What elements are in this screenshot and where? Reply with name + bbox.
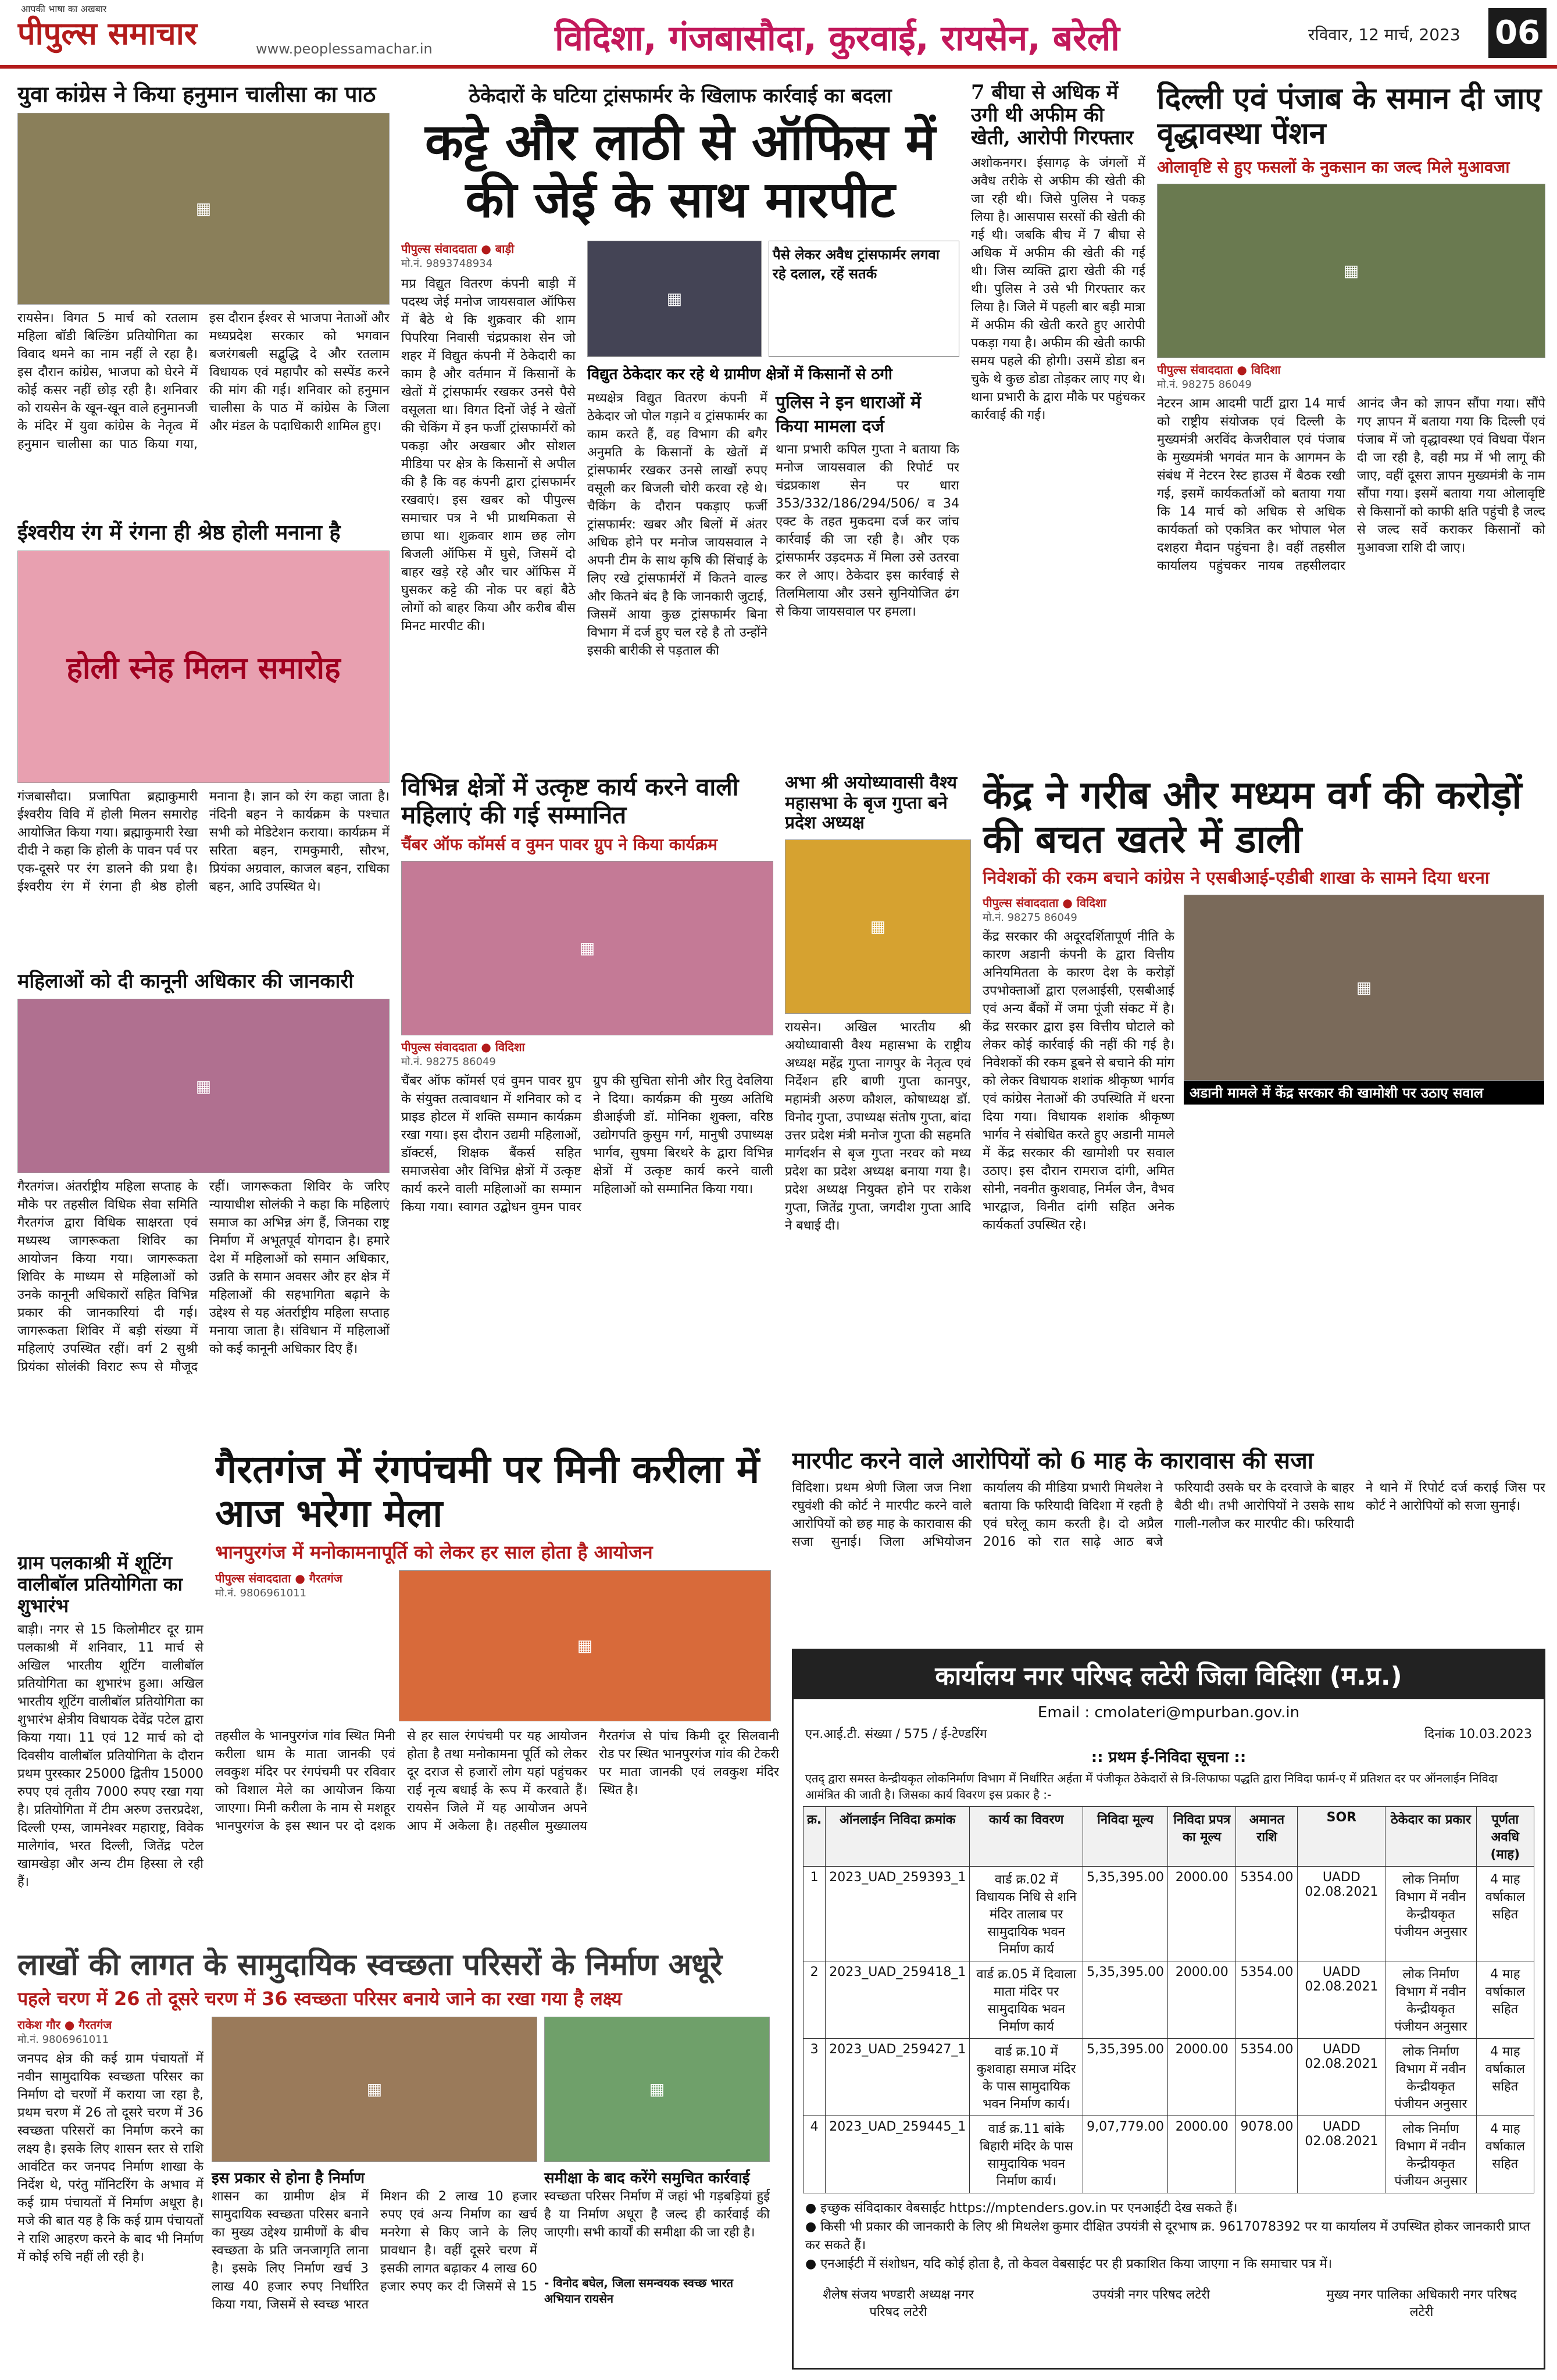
logo-tagline: आपकी भाषा का अखबार	[21, 3, 107, 15]
tender-cell: UADD 02.08.2021	[1298, 2116, 1385, 2193]
mela-mobile: मो.नं. 9806961011	[215, 1586, 307, 1599]
story-women-honour: चैंबर ऑफ कॉमर्स एवं वुमन पावर ग्रुप के संयुक्त तत्वावधान में शनिवार को द प्राइड होटल में शक्ति सम्मान कार्यक्रम रखा गया। इस दौरान उद्यमी महिलाओं, डॉक्टर्स, शिक्षक बैंकर्स सहित समाजसेवा और विभिन्न क्षेत्रों में उत्कृष्ट कार्य करने वाली महिलाओं का सम्मान किया गया। स्वागत उद्बोधन वुमन पावर ग्रुप की सुचिता सोनी और रितु देवलिया ने दिया। कार्यक्रम की मुख्य अतिथि डीआईजी डॉ. मोनिका शुक्ला, वरिष्ठ उद्योगपति कुसुम गर्ग, मानुषी उपाध्यक्ष भार्गव, सुषमा बिरथरे के द्वारा विभिन्न क्षेत्रों में उत्कृष्ट कार्य करने वाली महिलाओं को सम्मानित किया गया।	[401, 1073, 773, 1214]
tender-cell: 2000.00	[1168, 2039, 1236, 2116]
tender-cell: 3	[804, 2039, 826, 2116]
signatory-cmo: मुख्य नगर पालिका अधिकारी नगर परिषद लटेरी	[1326, 2288, 1517, 2320]
photo-legal-awareness: ▦	[17, 999, 390, 1173]
tender-email: Email : cmolateri@mpurban.gov.in	[1037, 1704, 1300, 1721]
sanitation-mobile: मो.नं. 9806961011	[17, 2033, 109, 2046]
lead-headline: कट्टे और लाठी से ऑफिस में की जेई के साथ मारपीट	[424, 113, 936, 229]
lead-byline: पीपुल्स संवाददाता ● बाड़ी	[401, 241, 515, 256]
women-mobile: मो.नं. 98275 86049	[401, 1055, 496, 1068]
tender-cell: 9,07,779.00	[1083, 2116, 1168, 2193]
box-police-case: पुलिस ने इन धाराओं में किया मामला दर्ज	[776, 392, 922, 437]
headline-holi-milan: ईश्वरीय रंग में रंगना ही श्रेष्ठ होली मनाना है	[17, 520, 341, 545]
tender-cell: लोक निर्माण विभाग में नवीन केन्द्रीयकृत पंजीयन अनुसार	[1385, 1867, 1476, 1961]
newspaper-logo: पीपुल्स समाचार	[17, 15, 197, 52]
tender-note: ● एनआईटी में संशोधन, यदि कोई होता है, तो केवल वेबसाईट पर ही प्रकाशित किया जाएगा न कि समाचार पत्र में।	[805, 2257, 1333, 2271]
tender-date: दिनांक 10.03.2023	[1424, 1727, 1532, 1742]
subhead-mela: भानपुरगंज में मनोकामनापूर्ति को लेकर हर साल होता है आयोजन	[215, 1541, 653, 1563]
story-police-case: थाना प्रभारी कपिल गुप्ता ने बताया कि मनोज जायसवाल की रिपोर्ट पर चंद्रप्रकाश सेन पर धारा 353/332/186/294/506/ व 34 एक्ट के तहत मुकदमा दर्ज कर जांच कार्रवाई की जा रही है। और एक ट्रांसफार्मर उड़दमऊ में मिला उसे उतरवा कर ले आए। ठेकेदार इस कार्रवाई से तिलमिलाया और उसने सुनियोजित ढंग से किया जायसवाल पर हमला।	[776, 442, 959, 619]
tender-header-cell: ऑनलाईन निविदा क्रमांक	[826, 1807, 970, 1867]
tender-cell: वार्ड क्र.05 में दिवाला माता मंदिर पर सामुदायिक भवन निर्माण कार्य	[970, 1961, 1083, 2039]
tender-cell: 4 माह वर्षाकाल सहित	[1476, 2116, 1534, 2193]
column-left	[17, 81, 390, 1546]
tender-row	[804, 1961, 1534, 2039]
tender-title: कार्यालय नगर परिषद लटेरी जिला विदिशा (म.प्र.)	[794, 1650, 1544, 1699]
official-signature: - विनोद बघेल, जिला समन्वयक स्वच्छ भारत अभियान रायसेन	[544, 2275, 734, 2306]
tender-subtitle: :: प्रथम ई-निविदा सूचना ::	[1091, 1749, 1247, 1766]
tender-cell: 4 माह वर्षाकाल सहित	[1476, 1961, 1534, 2039]
tender-note: ● इच्छुक संविदाकार वेबसाईट https://mptenders.gov.in पर एनआईटी देख सकते हैं।	[805, 2201, 1238, 2215]
tender-cell: 1	[804, 1867, 826, 1961]
pension-story	[1157, 81, 1545, 767]
headline-vaishya: अभा श्री अयोध्यावासी वैश्य महासभा के बृज गुप्ता बने प्रदेश अध्यक्ष	[785, 773, 957, 833]
website-url: www.peoplessamachar.in	[256, 41, 433, 57]
photo-brij-gupta: ▦	[785, 839, 971, 1014]
page-number: 06	[1488, 8, 1547, 58]
lead-story	[401, 81, 959, 767]
tender-notice	[792, 1649, 1545, 2370]
headline-pension: दिल्ली एवं पंजाब के समान दी जाए वृद्धावस्था पेंशन	[1157, 81, 1542, 151]
women-byline: पीपुल्स संवाददाता ● विदिशा	[401, 1039, 525, 1054]
photo-injured-je: ▦	[587, 241, 762, 357]
sanitation-byline: राकेश गौर ● गैरतगंज	[17, 2017, 112, 2032]
masthead	[0, 0, 1557, 69]
tender-row	[804, 2039, 1534, 2116]
tender-cell: 5354.00	[1236, 1867, 1298, 1961]
tender-cell: UADD 02.08.2021	[1298, 1867, 1385, 1961]
subhead-women-honour: चैंबर ऑफ कॉमर्स व वुमन पावर ग्रुप ने किया कार्यक्रम	[401, 834, 717, 854]
tender-cell: UADD 02.08.2021	[1298, 2039, 1385, 2116]
women-honour-story	[401, 773, 773, 1436]
vaishya-story	[785, 773, 971, 1436]
story-pension: नेटरन आम आदमी पार्टी द्वारा 14 मार्च को राष्ट्रीय संयोजक एवं दिल्ली के मुख्यमंत्री अरविंद केजरीवाल एवं पंजाब के मुख्यमंत्री भगवंत मान के आगमन के संबंध में नेटरन रेस्ट हाउस में बैठक रखी गई, इसमें कार्यकर्ताओं को बताया गया कि 14 मार्च को अधिक से अधिक कार्यकर्ता को एकत्रित कर भोपाल भेल दशहरा मैदान पहुंचना है। वहीं तहसील कार्यालय पहुंचकर नायब तहसीलदार आनंद जैन को ज्ञापन सौंपा गया। सौंपे गए ज्ञापन में बताया गया कि दिल्ली एवं पंजाब में जो वृद्धावस्था एवं विधवा पेंशन दी जा रही है, वही मप्र में भी लागू की जाए, वहीं दूसरा ज्ञापन मुख्यमंत्री के नाम सौंपा गया। इसमें बताया गया ओलावृष्टि से किसानों को काफी क्षति पहुंची है जल्द से जल्द सर्वे कराकर किसानों को मुआवजा राशि दी जाए।	[1157, 396, 1545, 573]
adani-mobile: मो.नं. 98275 86049	[983, 911, 1077, 924]
headline-adani: केंद्र ने गरीब और मध्यम वर्ग की करोड़ों की बचत खतरे में डाली	[983, 773, 1522, 862]
sanitation-story	[17, 1947, 779, 2366]
story-hanuman-chalisa: रायसेन। विगत 5 मार्च को रतलाम महिला बॉडी बिल्डिंग प्रतियोगिता का विवाद थमने का नाम नहीं ले रहा है। इस दौरान कांग्रेस, भाजपा को घेरने में कोई कसर नहीं छोड़ रही है। शनिवार को रायसेन के खून-खून वाले हनुमानजी के मंदिर में युवा कांग्रेस के नेतृत्व में हनुमान चालीसा का पाठ किया गया, इस दौरान ईश्वर से भाजपा नेताओं और मध्यप्रदेश सरकार को भगवान बजरंगबली सद्बुद्धि दे और रतलाम विधायक एवं महापौर को सस्पेंड करने की मांग की गई। शनिवार को हनुमान चालीसा के पाठ में कांग्रेस के जिला और मंडल के पदाधिकारी शामिल हुए।	[17, 310, 390, 452]
photo-congress-protest: ▦	[1184, 895, 1544, 1081]
headline-opium: 7 बीघा से अधिक में उगी थी अफीम की खेती, आरोपी गिरफ्तार	[971, 81, 1134, 150]
photo-women-honour: ▦	[401, 861, 773, 1035]
lead-mobile: मो.नं. 9893748934	[401, 257, 493, 270]
tender-row	[804, 2116, 1534, 2193]
photo-hanuman-chalisa: ▦	[17, 113, 390, 305]
edition-region: विदिशा, गंजबासौदा, कुरवाई, रायसेन, बरेली	[555, 18, 1120, 59]
tender-cell: 4 माह वर्षाकाल सहित	[1476, 2039, 1534, 2116]
story-construction-plan: शासन का ग्रामीण क्षेत्र में सामुदायिक स्वच्छता परिसर बनाने का मुख्य उद्देश्य ग्रामीणों के बीच स्वच्छता के प्रति जनजागृति लाना है। इसके लिए निर्माण खर्च 3 लाख 40 हजार रुपए निर्धारित किया गया, जिसमें से स्वच्छ भारत मिशन की 2 लाख 10 हजार रुपए एवं अन्य निर्माण का खर्च मनरेगा से किए जाने के लिए प्रावधान है। वहीं दूसरे चरण में इसकी लागत बढ़ाकर 4 लाख 60 हजार रुपए कर दी जिसमें से 15	[212, 2189, 537, 2312]
tender-cell: वार्ड क्र.02 में विधायक निधि से शनि मंदिर तालाब पर सामुदायिक भवन निर्माण कार्य	[970, 1867, 1083, 1961]
story-opium: अशोकनगर। ईसागढ़ के जंगलों में अवैध तरीके से अफीम की खेती की जा रही थी। जिसे पुलिस ने पकड़ लिया है। आसपास सरसों की खेती की गई थी। जबकि बीच में 7 बीघा से अधिक में अफीम की खेती की गई थी। जिस व्यक्ति द्वारा खेती की गई थी। पुलिस ने उसे भी गिरफ्तार कर लिया है। जिले में पहली बार बड़ी मात्रा में अफीम की खेती करते हुए आरोपी पकड़ा गया है। अफीम की खेती काफी समय पहले की होगी। उसमें डोडा बन चुके थे कुछ डोडा तोड़कर लाए गए थे। थाना प्रभारी के द्वारा मौके पर पहुंचकर कार्रवाई की गई।	[971, 156, 1145, 423]
tender-cell: 2023_UAD_259418_1	[826, 1961, 970, 2039]
story-adani: केंद्र सरकार की अदूरदर्शितापूर्ण नीति के कारण अडानी कंपनी के द्वारा वित्तीय अनियमितता के कारण देश के करोड़ों उपभोक्ताओं द्वारा एलआईसी, एसबीआई एवं अन्य बैंकों में जमा पूंजी संकट में है। केंद्र सरकार द्वारा इस वित्तीय घोटाले को लेकर कोई कार्रवाई की नहीं की गई है। निवेशकों की रकम डूबने से बचाने की मांग को लेकर विधायक शशांक श्रीकृष्ण भार्गव एवं कांग्रेस नेताओं की उपस्थिति में धरना दिया गया। विधायक शशांक श्रीकृष्ण भार्गव ने संबोधित करते हुए अडानी मामले में केंद्र सरकार की खामोशी पर सवाल उठाए। इस दौरान रामराज दांगी, अमित सोनी, नवनीत कुशवाह, निर्मल जैन, वैभव भारद्वाज, विनीत दांगी सहित अनेक कार्यकर्ता उपस्थित रहे।	[983, 929, 1174, 1232]
tender-cell: 4	[804, 2116, 826, 2193]
assault-sentence-story	[792, 1448, 1545, 1639]
story-mela: तहसील के भानपुरगंज गांव स्थित मिनी करीला धाम के माता जानकी एवं लवकुश मंदिर पर रंगपंचमी पर रविवार को विशाल मेले का आयोजन किया जाएगा। मिनी करीला के नाम से मशहूर भानपुरगंज के इस स्थान पर दो दशक से हर साल रंगपंचमी पर यह आयोजन होता है तथा मनोकामना पूर्ति को लेकर दूर दराज से हजारों लोग यहां पहुंचकर राई नृत्य बधाई के रूप में करवाते हैं। रायसेन जिले में यह आयोजन अपने आप में अकेला है। तहसील मुख्यालय गैरतगंज से पांच किमी दूर सिलवानी रोड पर स्थित भानपुरगंज गांव की टेकरी पर माता जानकी एवं लवकुश मंदिर स्थित है।	[215, 1728, 779, 1834]
subhead-sanitation: पहले चरण में 26 तो दूसरे चरण में 36 स्वच्छता परिसर बनाये जाने का रखा गया है लक्ष्य	[17, 1987, 622, 2010]
tender-header-cell: निविदा प्रपत्र का मूल्य	[1168, 1807, 1236, 1867]
tender-cell: वार्ड क्र.10 में कुशवाहा समाज मंदिर के पास सामुदायिक भवन निर्माण कार्य।	[970, 2039, 1083, 2116]
tender-cell: वार्ड क्र.11 बांके बिहारी मंदिर के पास सामुदायिक भवन निर्माण कार्य।	[970, 2116, 1083, 2193]
headline-hanuman-chalisa: युवा कांग्रेस ने किया हनुमान चालीसा का पाठ	[17, 81, 376, 107]
mela-byline: पीपुल्स संवाददाता ● गैरतगंज	[215, 1571, 342, 1585]
issue-date: रविवार, 12 मार्च, 2023	[1308, 25, 1460, 44]
tender-cell: 5,35,395.00	[1083, 1961, 1168, 2039]
adani-byline: पीपुल्स संवाददाता ● विदिशा	[983, 895, 1106, 910]
headline-assault-sentence: मारपीट करने वाले आरोपियों को 6 माह के कारावास की सजा	[792, 1448, 1314, 1474]
tender-cell: 5354.00	[1236, 1961, 1298, 2039]
tender-header-cell: ठेकेदार का प्रकार	[1385, 1807, 1476, 1867]
box-contractor-fraud: विद्युत ठेकेदार कर रहे थे ग्रामीण क्षेत्रों में किसानों से ठगी	[587, 365, 892, 383]
tender-cell: 2023_UAD_259393_1	[826, 1867, 970, 1961]
photo-sanitation-complex: ▦	[544, 2017, 770, 2162]
tender-cell: 2000.00	[1168, 2116, 1236, 2193]
photo-holi-milan: होली स्नेह मिलन समारोह	[17, 551, 390, 783]
tender-cell: 2000.00	[1168, 1867, 1236, 1961]
tender-cell: UADD 02.08.2021	[1298, 1961, 1385, 2039]
story-legal-awareness: गैरतगंज। अंतर्राष्ट्रीय महिला सप्ताह के मौके पर तहसील विधिक सेवा समिति गैरतगंज द्वारा विधिक साक्षरता एवं मध्यस्थ जागरूकता शिविर का आयोजन किया गया। जागरूकता शिविर के माध्यम से महिलाओं को उनके कानूनी अधिकारों सहित विभिन्न प्रकार की जानकारियां दी गई। जागरूकता शिविर में बड़ी संख्या में महिलाएं उपस्थित रहीं। वर्ग 2 सुश्री प्रियंका सोलंकी विराट रूप से मौजूद रहीं। जागरूकता शिविर के जरिए न्यायाधीश सोलंकी ने कहा कि महिलाएं समाज का अभिन्न अंग हैं, जिनका राष्ट्र निर्माण में अभूतपूर्व योगदान है। हमारे देश में महिलाओं को समान अधिकार, उन्नति के समान अवसर और हर क्षेत्र में महिलाओं की सहभागिता बढ़ाने के उद्देश्य से यह अंतर्राष्ट्रीय महिला सप्ताह मनाया जाता है। संविधान में महिलाओं को कई कानूनी अधिकार दिए हैं।	[17, 1180, 390, 1375]
tender-header-cell: अमानत राशि	[1236, 1807, 1298, 1867]
tender-cell: 4 माह वर्षाकाल सहित	[1476, 1867, 1534, 1961]
tender-ref: एन.आई.टी. संख्या / 575 / ई-टेण्डरिंग	[805, 1727, 987, 1742]
headline-sanitation: लाखों की लागत के सामुदायिक स्वच्छता परिसरों के निर्माण अधूरे	[17, 1947, 723, 1982]
tender-table	[803, 1806, 1534, 2193]
tender-header-cell: पूर्णता अवधि (माह)	[1476, 1807, 1534, 1867]
pension-mobile: मो.नं. 98275 86049	[1157, 378, 1252, 391]
signatory-president: शैलेष संजय भण्डारी अध्यक्ष नगर परिषद लटेरी	[823, 2288, 974, 2320]
volleyball-story	[17, 1552, 203, 1936]
tender-cell: 2023_UAD_259427_1	[826, 2039, 970, 2116]
tender-header-cell: निविदा मूल्य	[1083, 1807, 1168, 1867]
story-vaishya: रायसेन। अखिल भारतीय श्री अयोध्यावासी वैश्य महासभा के राष्ट्रीय अध्यक्ष महेंद्र गुप्ता नागपुर के नेतृत्व एवं निर्देशन हरि बाणी गुप्ता कानपुर, महामंत्री अरुण कौशल, कोषाध्यक्ष डॉ. विनोद गुप्ता, उपाध्यक्ष संतोष गुप्ता, बांदा उत्तर प्रदेश मंत्री मनोज गुप्ता की सहमति मार्गदर्शन से बृज गुप्ता नरवर को मध्य प्रदेश का प्रदेश अध्यक्ष बनाया गया है। प्रदेश अध्यक्ष नियुक्त होने पर राकेश गुप्ता, जितेंद्र गुप्ता, जगदीश गुप्ता आदि ने बधाई दी।	[785, 1020, 971, 1233]
box-review-action: समीक्षा के बाद करेंगे समुचित कार्रवाई	[544, 2169, 750, 2187]
subhead-pension: ओलावृष्टि से हुए फसलों के नुकसान का जल्द मिले मुआवजा	[1157, 157, 1510, 177]
tender-cell: 9078.00	[1236, 2116, 1298, 2193]
tender-header-cell: कार्य का विवरण	[970, 1807, 1083, 1867]
mela-story	[215, 1448, 779, 1936]
signatory-engineer: उपयंत्री नगर परिषद लटेरी	[1092, 2288, 1210, 2302]
lead-kicker: ठेकेदारों के घटिया ट्रांसफार्मर के खिलाफ कार्रवाई का बदला	[469, 84, 892, 108]
headline-legal-awareness: महिलाओं को दी कानूनी अधिकार की जानकारी	[17, 970, 354, 994]
headline-women-honour: विभिन्न क्षेत्रों में उत्कृष्ट कार्य करने वाली महिलाएं की गई सम्मानित	[401, 773, 739, 830]
tender-intro: एतद् द्वारा समस्त केन्द्रीयकृत लोकनिर्माण विभाग में निर्धारित अर्हता में पंजीकृत ठेकेदारों से त्रि-लिफाफा पद्धति द्वारा निविदा फार्म-ए में प्रतिशत दर पर ऑनलाईन निविदा आमंत्रित की जाती है। जिसका कार्य विवरण इस प्रकार है :-	[805, 1771, 1498, 1802]
story-sanitation: जनपद क्षेत्र की कई ग्राम पंचायतों में नवीन सामुदायिक स्वच्छता परिसर का निर्माण दो चरणों में कराया जा रहा है, प्रथम चरण में 26 तो दूसरे चरण में 36 स्वच्छता परिसरों का निर्माण करने का लक्ष्य है। इसके लिए शासन स्तर से राशि आवंटित कर जनपद निर्माण शाखा के निर्देश थे, परंतु मॉनिटरिंग के अभाव में कई ग्राम पंचायतों में निर्माण अधूरा है। मजे की बात यह है कि कई ग्राम पंचायतों ने राशि आहरण करने के बाद भी निर्माण में कोई रुचि नहीं ली रही है।	[17, 2051, 203, 2264]
box-construction-plan: इस प्रकार से होना है निर्माण	[212, 2169, 365, 2187]
tender-cell: 2	[804, 1961, 826, 2039]
tender-header-cell: SOR	[1298, 1807, 1385, 1867]
tender-cell: लोक निर्माण विभाग में नवीन केन्द्रीयकृत पंजीयन अनुसार	[1385, 1961, 1476, 2039]
tender-notes	[794, 2193, 1544, 2279]
tender-cell: 5,35,395.00	[1083, 1867, 1168, 1961]
story-contractor-fraud: मध्यक्षेत्र विद्युत वितरण कंपनी में ठेकेदार जो पोल गड़ाने व ट्रांसफार्मर का काम करते हैं, वह विभाग की बगैर अनुमति के किसानों के खेतों में ट्रांसफार्मर रखकर उनसे लाखों रुपए वसूली कर बिजली चोरी करवा रहे थे। चैकिंग के दौरान पकड़ाए फर्जी ट्रांसफार्मर: खबर और बिलों में अंतर अधिक होने पर मनोज जायसवाल ने अपनी टीम के साथ कृषि की सिंचाई के लिए रखे ट्रांसफार्मरों में कितने वाल्ड और कितने बंद है कि जानकारी जुटाई, जिसमें आया कुछ ट्रांसफार्मर बिना विभाग में दर्ज हुए चल रहे है तो उन्होंने इसकी बारीकी से पड़ताल की	[587, 391, 767, 658]
tender-cell: 5,35,395.00	[1083, 2039, 1168, 2116]
caption-adani: अडानी मामले में केंद्र सरकार की खामोशी पर उठाए सवाल	[1184, 1081, 1544, 1105]
story-volleyball: बाड़ी। नगर से 15 किलोमीटर दूर ग्राम पलकाश्री में शनिवार, 11 मार्च से अखिल भारतीय शूटिंग वालीबॉल प्रतियोगिता का शुभारंभ हुआ। अखिल भारतीय शूटिंग वालीबॉल प्रतियोगिता का शुभारंभ क्षेत्रीय विधायक देवेंद्र पटेल द्वारा किया गया। 11 एवं 12 मार्च को दो दिवसीय वालीबॉल प्रतियोगिता के दौरान प्रथम पुरस्कार 25000 द्वितीय 15000 रुपए एवं तृतीय 7000 रुपए रखा गया है। प्रतियोगिता में टीम अरुण उत्तरप्रदेश, दिल्ली एम्स, जामनेश्वर महाराष्ट्र, विवेक मालेगांव, भरत दिल्ली, जितेंद्र पटेल खामखेड़ा और अन्य टीम हिस्सा ले रही हैं।	[17, 1623, 203, 1890]
story-review-action: स्वच्छता परिसर निर्माण में जहां भी गड़बड़ियां हुई है या निर्माण अधूरा है जल्द ही कार्रवाई की जाएगी। सभी कार्यों की समीक्षा की जा रही है।	[544, 2189, 770, 2240]
tender-cell: लोक निर्माण विभाग में नवीन केन्द्रीयकृत पंजीयन अनुसार	[1385, 2116, 1476, 2193]
clipping-transformer: पैसे लेकर अवैध ट्रांसफार्मर लगवा रहे दलाल, रहें सतर्क	[769, 241, 959, 357]
tender-note: ● किसी भी प्रकार की जानकारी के लिए श्री मिथलेश कुमार दीक्षित उपयंत्री से दूरभाष क्र. 9617078392 पर या कार्यालय में उपस्थित होकर जानकारी प्राप्त कर सकते हैं।	[805, 2220, 1531, 2253]
subhead-adani: निवेशकों की रकम बचाने कांग्रेस ने एसबीआई-एडीबी शाखा के सामने दिया धरना	[983, 867, 1490, 888]
photo-pension-memorandum: ▦	[1157, 184, 1545, 358]
pension-byline: पीपुल्स संवाददाता ● विदिशा	[1157, 362, 1281, 377]
tender-cell: 5354.00	[1236, 2039, 1298, 2116]
lead-story-text: मप्र विद्युत वितरण कंपनी बाड़ी में पदस्थ जेई मनोज जायसवाल ऑफिस में बैठे थे कि शुक्रवार की शाम पिपरिया निवासी चंद्रप्रकाश सेन जो शहर में विद्युत कंपनी में ठेकेदारी का काम है और वर्तमान में किसानों के खेतों में ट्रांसफार्मर रखकर उनसे पैसे वसूलता था। विगत दिनों जेई ने खेतों की चेकिंग में इन फर्जी ट्रांसफार्मरों को पकड़ा और अखबार और सोशल मीडिया पर क्षेत्र के किसानों से अपील की है कि वह कंपनी द्वारा ट्रांसफार्मर रखवाएं। इस खबर को पीपुल्स समाचार पत्र ने भी प्राथमिकता से छापा था। शुक्रवार शाम छह लोग बिजली ऑफिस में घुसे, जिसमें दो बाहर खड़े रहे और चार ऑफिस में घुसकर कट्टे की नोक पर बहां बैठे लोगों को बाहर किया और करीब बीस मिनट मारपीट की।	[401, 276, 576, 634]
story-holi-milan: गंजबासौदा। प्रजापिता ब्रह्माकुमारी ईश्वरीय विवि में होली मिलन समारोह आयोजित किया गया। ब्रह्माकुमारी रेखा दीदी ने कहा कि होली के पावन पर्व पर एक-दूसरे पर रंग डालने की प्रथा है। ईश्वरीय रंग में रंगना ही श्रेष्ठ होली मनाना है। ज्ञान को रंग कहा जाता है। नंदिनी बहन ने कार्यक्रम के पश्चात सभी को मेडिटेशन कराया। कार्यक्रम में सरिता बहन, रामकुमारी, सौरभ, प्रियंका अग्रवाल, काजल बहन, राधिका बहन, आदि उपस्थित थे।	[17, 789, 390, 895]
tender-cell: 2000.00	[1168, 1961, 1236, 2039]
tender-header-cell: क्र.	[804, 1807, 826, 1867]
tender-cell: लोक निर्माण विभाग में नवीन केन्द्रीयकृत पंजीयन अनुसार	[1385, 2039, 1476, 2116]
opium-story	[971, 81, 1145, 767]
headline-volleyball: ग्राम पलकाश्री में शूटिंग वालीबॉल प्रतियोगिता का शुभारंभ	[17, 1552, 183, 1617]
tender-row	[804, 1867, 1534, 1961]
photo-temple: ▦	[399, 1570, 771, 1721]
adani-story	[983, 773, 1545, 1436]
story-assault-sentence: विदिशा। प्रथम श्रेणी जिला जज निशा रघुवंशी की कोर्ट ने मारपीट करने वाले आरोपियों को छह माह के कारावास की सजा सुनाई। जिला अभियोजन कार्यालय की मीडिया प्रभारी मिथलेश ने बताया कि फरियादी विदिशा में रहती है एवं घरेलू काम करती है। दो अप्रैल 2016 को रात साढ़े आठ बजे फरियादी उसके घर के दरवाजे के बाहर बैठी थी। तभी आरोपियों ने उसके साथ गाली-गलौज कर मारपीट की। फरियादी ने थाने में रिपोर्ट दर्ज कराई जिस पर कोर्ट ने आरोपियों को सजा सुनाई।	[792, 1481, 1545, 1549]
headline-mela: गैरतगंज में रंगपंचमी पर मिनी करीला में आज भरेगा मेला	[215, 1448, 760, 1536]
tender-cell: 2023_UAD_259445_1	[826, 2116, 970, 2193]
photo-incomplete-building: ▦	[212, 2017, 537, 2162]
